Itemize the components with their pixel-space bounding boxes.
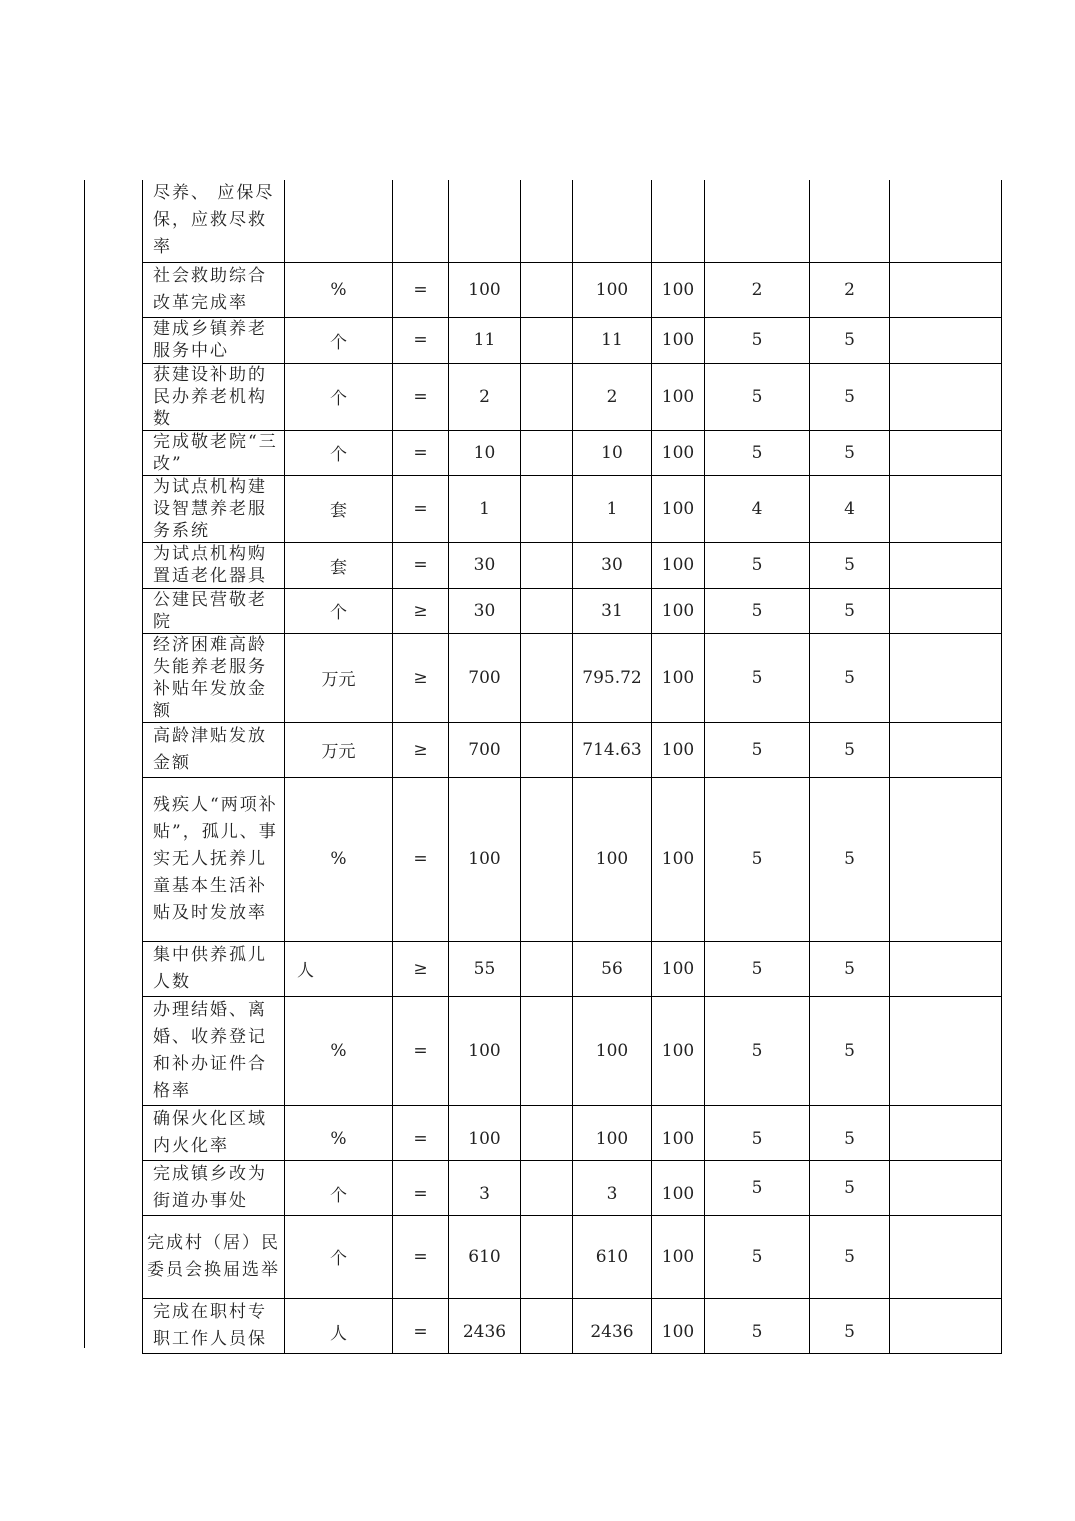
- unit-cell: 个: [285, 430, 393, 475]
- unit-cell: %: [285, 777, 393, 941]
- target-cell: 2: [449, 363, 521, 430]
- score-cell: 5: [810, 1215, 890, 1298]
- blank-cell: [521, 941, 573, 996]
- unit-cell: %: [285, 1105, 393, 1160]
- table-row: [143, 475, 1002, 542]
- table-row: [143, 430, 1002, 475]
- score-cell: 5: [810, 1160, 890, 1215]
- table-row: [143, 1215, 1002, 1298]
- rate-cell: 100: [652, 430, 705, 475]
- unit-cell: 个: [285, 1215, 393, 1298]
- note-cell: [890, 430, 1002, 475]
- blank-cell: [521, 633, 573, 722]
- actual-cell: 31: [573, 588, 652, 633]
- unit-cell: %: [285, 262, 393, 317]
- indicator-name: 确保火化区域内火化率: [143, 1105, 285, 1160]
- blank-cell: [521, 542, 573, 588]
- score-cell: 5: [810, 430, 890, 475]
- unit-cell: 个: [285, 588, 393, 633]
- note-cell: [890, 475, 1002, 542]
- actual-cell: 100: [573, 777, 652, 941]
- operator-cell: =: [393, 542, 449, 588]
- note-cell: [890, 633, 1002, 722]
- rate-cell: [652, 180, 705, 262]
- note-cell: [890, 542, 1002, 588]
- note-cell: [890, 996, 1002, 1105]
- weight-cell: 5: [705, 722, 810, 777]
- unit-cell: 个: [285, 363, 393, 430]
- actual-cell: 610: [573, 1215, 652, 1298]
- indicator-name: 经济困难高龄失能养老服务补贴年发放金额: [143, 633, 285, 722]
- target-cell: 3: [449, 1160, 521, 1215]
- actual-cell: 100: [573, 996, 652, 1105]
- operator-cell: ≥: [393, 633, 449, 722]
- indicator-name: 为试点机构购置适老化器具: [143, 542, 285, 588]
- blank-cell: [521, 777, 573, 941]
- target-cell: 10: [449, 430, 521, 475]
- weight-cell: 5: [705, 1105, 810, 1160]
- blank-cell: [521, 1160, 573, 1215]
- table-row: [143, 1105, 1002, 1160]
- unit-cell: [285, 180, 393, 262]
- target-cell: 100: [449, 777, 521, 941]
- operator-cell: ≥: [393, 941, 449, 996]
- target-cell: 100: [449, 1105, 521, 1160]
- blank-cell: [521, 722, 573, 777]
- score-cell: 5: [810, 777, 890, 941]
- target-cell: 11: [449, 317, 521, 363]
- score-cell: 5: [810, 996, 890, 1105]
- target-cell: 55: [449, 941, 521, 996]
- table-row: [143, 180, 1002, 262]
- rate-cell: 100: [652, 1215, 705, 1298]
- actual-cell: 11: [573, 317, 652, 363]
- actual-cell: 100: [573, 262, 652, 317]
- weight-cell: 5: [705, 317, 810, 363]
- score-cell: [810, 180, 890, 262]
- actual-cell: 1: [573, 475, 652, 542]
- indicator-name: 社会救助综合改革完成率: [143, 262, 285, 317]
- table-row: [143, 996, 1002, 1105]
- actual-cell: 10: [573, 430, 652, 475]
- rate-cell: 100: [652, 996, 705, 1105]
- score-cell: 5: [810, 542, 890, 588]
- weight-cell: 5: [705, 363, 810, 430]
- indicator-name: 完成敬老院“三改”: [143, 430, 285, 475]
- rate-cell: 100: [652, 475, 705, 542]
- rate-cell: 100: [652, 363, 705, 430]
- blank-cell: [521, 180, 573, 262]
- score-cell: 5: [810, 1105, 890, 1160]
- actual-cell: [573, 180, 652, 262]
- indicator-name: 办理结婚、离婚、收养登记和补办证件合格率: [143, 996, 285, 1105]
- performance-table: [142, 180, 1002, 1354]
- score-cell: 4: [810, 475, 890, 542]
- weight-cell: 5: [705, 1160, 810, 1215]
- note-cell: [890, 588, 1002, 633]
- table-row: [143, 1160, 1002, 1215]
- rate-cell: 100: [652, 542, 705, 588]
- blank-cell: [521, 475, 573, 542]
- operator-cell: [393, 180, 449, 262]
- actual-cell: 30: [573, 542, 652, 588]
- target-cell: 610: [449, 1215, 521, 1298]
- score-cell: 5: [810, 633, 890, 722]
- note-cell: [890, 317, 1002, 363]
- rate-cell: 100: [652, 317, 705, 363]
- score-cell: 5: [810, 317, 890, 363]
- weight-cell: 5: [705, 588, 810, 633]
- indicator-name: 完成镇乡改为街道办事处: [143, 1160, 285, 1215]
- operator-cell: ≥: [393, 722, 449, 777]
- indicator-name: 高龄津贴发放金额: [143, 722, 285, 777]
- weight-cell: 4: [705, 475, 810, 542]
- note-cell: [890, 722, 1002, 777]
- target-cell: 1: [449, 475, 521, 542]
- indicator-name: 获建设补助的民办养老机构数: [143, 363, 285, 430]
- blank-cell: [521, 1215, 573, 1298]
- table-row: [143, 633, 1002, 722]
- note-cell: [890, 363, 1002, 430]
- operator-cell: =: [393, 996, 449, 1105]
- blank-cell: [521, 996, 573, 1105]
- operator-cell: =: [393, 262, 449, 317]
- indicator-name: 尽养、 应保尽保，应救尽救率: [143, 180, 285, 262]
- blank-cell: [521, 430, 573, 475]
- note-cell: [890, 777, 1002, 941]
- note-cell: [890, 1105, 1002, 1160]
- table-row: [143, 262, 1002, 317]
- actual-cell: 795.72: [573, 633, 652, 722]
- blank-cell: [521, 317, 573, 363]
- unit-cell: 人: [285, 941, 393, 996]
- note-cell: [890, 1160, 1002, 1215]
- indicator-name: 公建民营敬老院: [143, 588, 285, 633]
- target-cell: 2436: [449, 1298, 521, 1353]
- weight-cell: 5: [705, 430, 810, 475]
- blank-cell: [521, 1298, 573, 1353]
- operator-cell: =: [393, 777, 449, 941]
- blank-cell: [521, 1105, 573, 1160]
- table-row: [143, 777, 1002, 941]
- target-cell: 30: [449, 588, 521, 633]
- rate-cell: 100: [652, 941, 705, 996]
- indicator-name: 完成村（居）民委员会换届选举: [143, 1215, 285, 1298]
- note-cell: [890, 941, 1002, 996]
- indicator-name: 集中供养孤儿人数: [143, 941, 285, 996]
- actual-cell: 714.63: [573, 722, 652, 777]
- table-row: [143, 1298, 1002, 1353]
- score-cell: 5: [810, 722, 890, 777]
- weight-cell: 2: [705, 262, 810, 317]
- rate-cell: 100: [652, 1160, 705, 1215]
- unit-cell: 人: [285, 1298, 393, 1353]
- rate-cell: 100: [652, 1298, 705, 1353]
- rate-cell: 100: [652, 722, 705, 777]
- indicator-name: 建成乡镇养老服务中心: [143, 317, 285, 363]
- actual-cell: 56: [573, 941, 652, 996]
- indicator-name: 残疾人“两项补贴”，孤儿、事实无人抚养儿童基本生活补贴及时发放率: [143, 777, 285, 941]
- note-cell: [890, 180, 1002, 262]
- target-cell: 100: [449, 262, 521, 317]
- weight-cell: 5: [705, 996, 810, 1105]
- score-cell: 5: [810, 363, 890, 430]
- target-cell: 100: [449, 996, 521, 1105]
- unit-cell: 万元: [285, 722, 393, 777]
- actual-cell: 2: [573, 363, 652, 430]
- operator-cell: =: [393, 1160, 449, 1215]
- target-cell: [449, 180, 521, 262]
- unit-cell: %: [285, 996, 393, 1105]
- target-cell: 30: [449, 542, 521, 588]
- unit-cell: 万元: [285, 633, 393, 722]
- table-row: [143, 542, 1002, 588]
- blank-cell: [521, 262, 573, 317]
- rate-cell: 100: [652, 633, 705, 722]
- table-row: [143, 588, 1002, 633]
- table-row: [143, 722, 1002, 777]
- operator-cell: =: [393, 475, 449, 542]
- weight-cell: 5: [705, 1215, 810, 1298]
- weight-cell: [705, 180, 810, 262]
- blank-cell: [521, 363, 573, 430]
- note-cell: [890, 1298, 1002, 1353]
- operator-cell: ≥: [393, 588, 449, 633]
- weight-cell: 5: [705, 777, 810, 941]
- target-cell: 700: [449, 633, 521, 722]
- left-margin-line: [84, 180, 85, 1348]
- actual-cell: 3: [573, 1160, 652, 1215]
- indicator-name: 为试点机构建设智慧养老服务系统: [143, 475, 285, 542]
- table-row: [143, 363, 1002, 430]
- table-row: [143, 941, 1002, 996]
- score-cell: 5: [810, 941, 890, 996]
- indicator-name: 完成在职村专职工作人员保: [143, 1298, 285, 1353]
- score-cell: 5: [810, 588, 890, 633]
- actual-cell: 100: [573, 1105, 652, 1160]
- unit-cell: 套: [285, 475, 393, 542]
- operator-cell: =: [393, 430, 449, 475]
- unit-cell: 个: [285, 317, 393, 363]
- blank-cell: [521, 588, 573, 633]
- rate-cell: 100: [652, 262, 705, 317]
- note-cell: [890, 1215, 1002, 1298]
- table-row: [143, 317, 1002, 363]
- operator-cell: =: [393, 317, 449, 363]
- operator-cell: =: [393, 1298, 449, 1353]
- score-cell: 5: [810, 1298, 890, 1353]
- weight-cell: 5: [705, 633, 810, 722]
- weight-cell: 5: [705, 542, 810, 588]
- operator-cell: =: [393, 363, 449, 430]
- weight-cell: 5: [705, 941, 810, 996]
- weight-cell: 5: [705, 1298, 810, 1353]
- actual-cell: 2436: [573, 1298, 652, 1353]
- rate-cell: 100: [652, 777, 705, 941]
- operator-cell: =: [393, 1105, 449, 1160]
- rate-cell: 100: [652, 588, 705, 633]
- score-cell: 2: [810, 262, 890, 317]
- note-cell: [890, 262, 1002, 317]
- unit-cell: 套: [285, 542, 393, 588]
- operator-cell: =: [393, 1215, 449, 1298]
- target-cell: 700: [449, 722, 521, 777]
- rate-cell: 100: [652, 1105, 705, 1160]
- unit-cell: 个: [285, 1160, 393, 1215]
